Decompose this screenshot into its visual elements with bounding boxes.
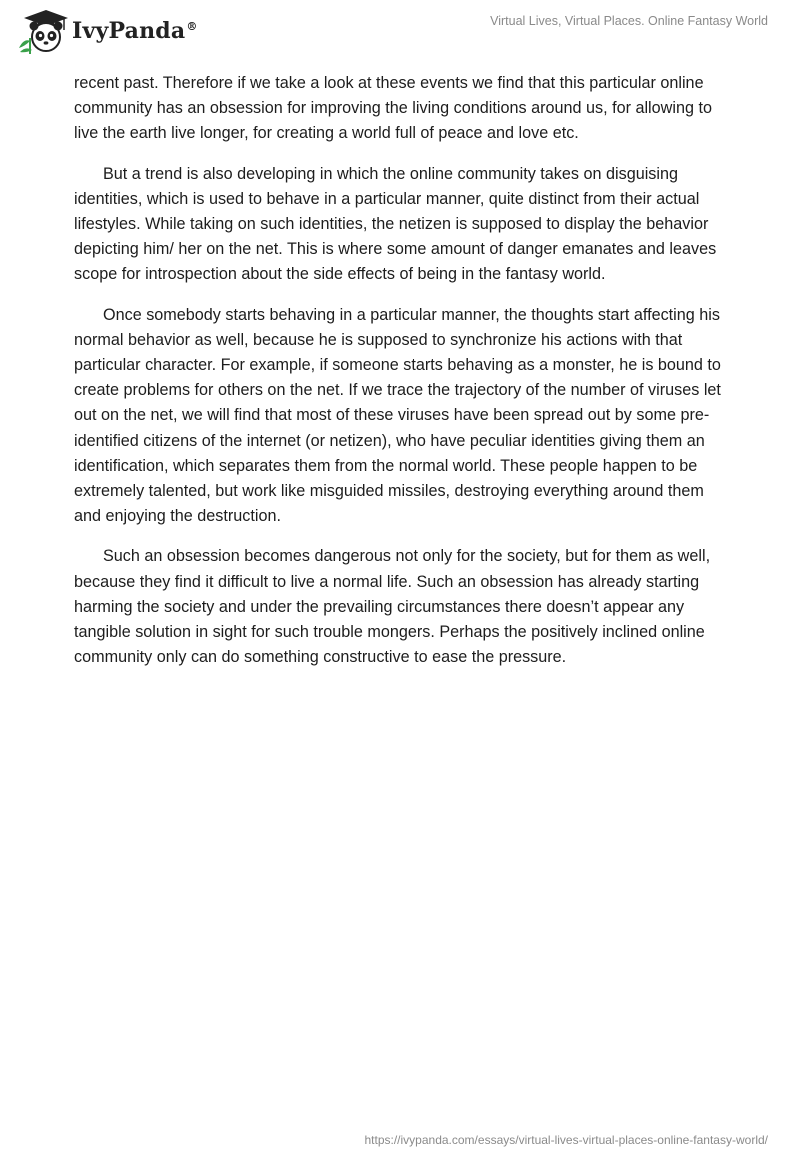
source-url[interactable]: https://ivypanda.com/essays/virtual-lives-virtual-places-online-fantasy-world/ (364, 1133, 768, 1147)
paragraph: Once somebody starts behaving in a particular manner, the thoughts start affecting his normal behavior as well, because he is supposed to synchronize his actions with that particular character. For example, if someone starts behaving as a monster, he is bound to create problems for others on the net. If we trace the trajectory of the number of viruses let out on the net, we will find that most of these viruses have been spread out by some pre-identified citizens of the internet (or netizen), who have peculiar identities giving them an identification, which separates them from the normal world. These people happen to be extremely talented, but work like misguided missiles, destroying everything around them and enjoying the destruction. (74, 305, 721, 526)
brand-logo[interactable] (16, 8, 198, 54)
paragraph: Such an obsession becomes dangerous not only for the society, but for them as well, because they find it difficult to live a normal life. Such an obsession has already starting harming the society and under the prevailing circumstances there doesn’t appear any tangible solution in sight for such trouble mongers. Perhaps the positively inclined online community only can do something constructive to ease the pressure. (74, 547, 711, 667)
essay-body (74, 71, 734, 685)
paragraph: But a trend is also developing in which the online community takes on disguising identities, which is used to behave in a particular manner, quite distinct from their actual lifestyles. While taking on such identities, the netizen is supposed to display the behavior depicting him/ her on the net. This is where some amount of danger emanates and leaves scope for introspection about the side effects of being in the fantasy world. (74, 164, 717, 284)
panda-graduate-icon (16, 8, 68, 54)
brand-name: IvyPanda® (72, 18, 198, 44)
document-title: Virtual Lives, Virtual Places. Online Fantasy World (490, 14, 768, 28)
page-header (0, 0, 800, 70)
paragraph: recent past. Therefore if we take a look at these events we find that this particular online community has an obsession for improving the living conditions around us, for allowing to live the earth live longer, for creating a world full of peace and love etc. (74, 74, 712, 143)
